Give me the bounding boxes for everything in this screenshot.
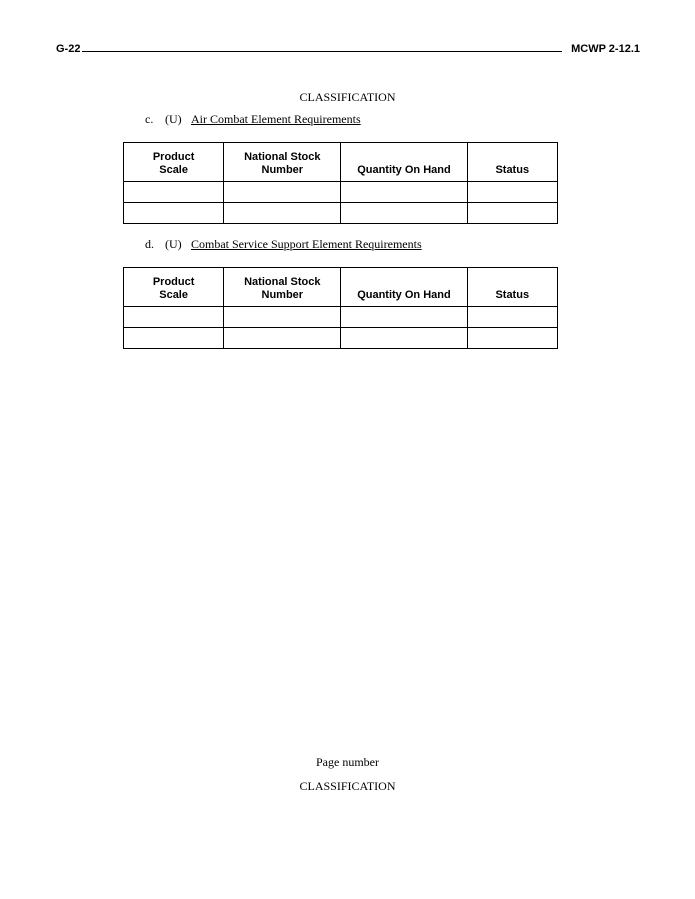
publication-id: MCWP 2-12.1 (571, 43, 640, 55)
table-cell (124, 182, 224, 203)
classification-marking-top: CLASSIFICATION (299, 90, 396, 104)
column-header-status (467, 268, 558, 307)
section-title: Air Combat Element Requirements (191, 112, 361, 126)
column-header-product-scale (124, 143, 224, 182)
column-header-national-stock-number (224, 268, 341, 307)
section-heading-air-combat (145, 112, 361, 127)
page-number-placeholder: Page number (316, 755, 379, 769)
table-cell (224, 328, 341, 349)
column-header-line: Scale (159, 164, 188, 176)
table-header-row (124, 143, 558, 182)
table-cell (467, 328, 558, 349)
column-header-quantity-on-hand (341, 268, 467, 307)
column-header-line: Number (261, 289, 304, 301)
table-cell (124, 328, 224, 349)
column-header-national-stock-number (224, 143, 341, 182)
column-header-line: Product (152, 151, 195, 163)
classification-marking-bottom: CLASSIFICATION (299, 779, 396, 793)
table-cell (224, 182, 341, 203)
table-cell (124, 203, 224, 224)
table-row (124, 182, 558, 203)
requirements-table-air-combat (123, 142, 558, 224)
table-row (124, 328, 558, 349)
column-header-status (467, 143, 558, 182)
column-header-quantity-on-hand (341, 143, 467, 182)
table-header-row (124, 268, 558, 307)
table-cell (124, 307, 224, 328)
section-classification-code: (U) (165, 112, 182, 126)
table-row (124, 203, 558, 224)
page-id: G-22 (56, 43, 81, 55)
column-header-line: Quantity On Hand (357, 164, 451, 176)
table-cell (467, 307, 558, 328)
column-header-line: Status (495, 164, 530, 176)
column-header-line: Scale (159, 289, 188, 301)
table-cell (341, 182, 467, 203)
table-cell (341, 307, 467, 328)
column-header-product-scale (124, 268, 224, 307)
section-title: Combat Service Support Element Requirements (191, 237, 422, 251)
section-letter: d. (145, 237, 154, 251)
section-heading-combat-service-support (145, 237, 422, 252)
requirements-table-combat-service-support (123, 267, 558, 349)
table-cell (341, 328, 467, 349)
column-header-line: Number (261, 164, 304, 176)
column-header-line: National Stock (244, 276, 321, 288)
column-header-line: Product (152, 276, 195, 288)
table-cell (224, 307, 341, 328)
column-header-line: Status (495, 289, 530, 301)
table-cell (341, 203, 467, 224)
section-classification-code: (U) (165, 237, 182, 251)
column-header-line: National Stock (244, 151, 321, 163)
table-cell (224, 203, 341, 224)
table-cell (467, 182, 558, 203)
table-row (124, 307, 558, 328)
table-cell (467, 203, 558, 224)
section-letter: c. (145, 112, 154, 126)
header-rule (82, 51, 562, 52)
page-header (56, 43, 640, 59)
column-header-line: Quantity On Hand (357, 289, 451, 301)
